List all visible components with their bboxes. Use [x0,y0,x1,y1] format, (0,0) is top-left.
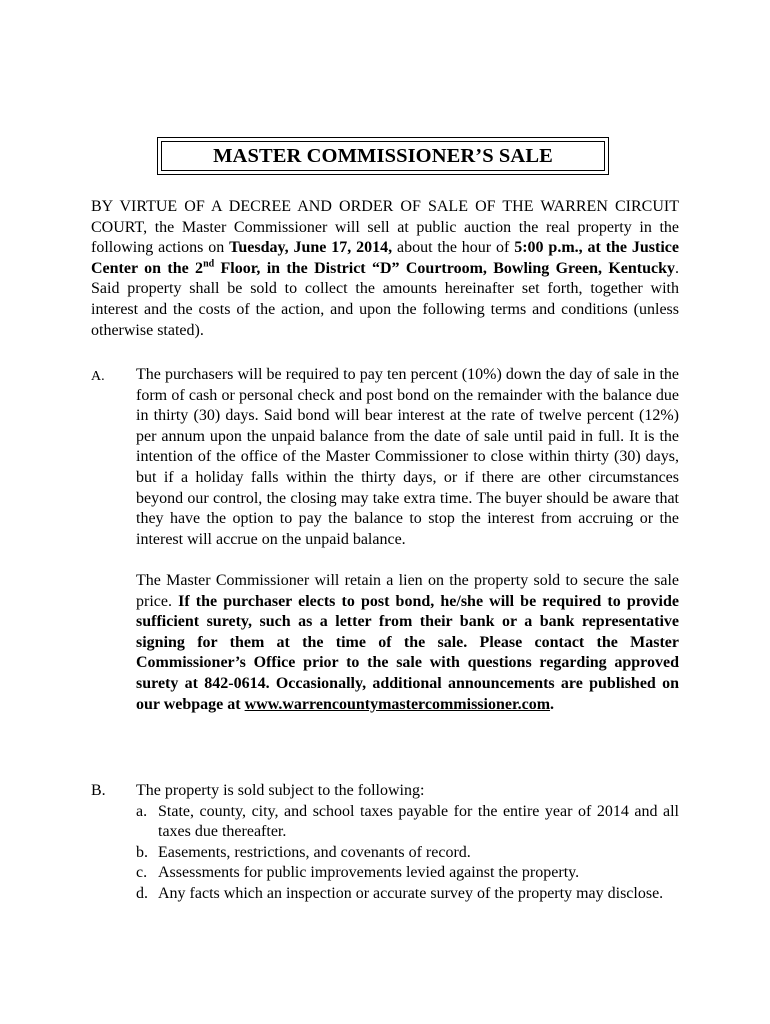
list-item [136,884,679,905]
list-item-text: Easements, restrictions, and covenants of record. [158,843,471,861]
intro-text-1: BY VIRTUE OF A DECREE AND ORDER OF SALE OF THE WARREN CIRCUIT COURT, the Master Commissioner will sell at public auction the real property in the following actions on [91,198,679,257]
list-marker: d. [136,884,148,902]
sale-date: Tuesday, June 17, 2014, [229,239,393,257]
list-item [136,802,679,843]
section-a-label: A. [91,369,105,384]
list-marker: a. [136,802,148,820]
surety-notice: If the purchaser elects to post bond, he/she will be required to provide sufficient surety, such as a letter from their bank or a bank representative signing for them at the time of the sale. Please contact the Master Commissioner’s Office prior to the sale with questions regarding approved surety at 842-0614. Occasionally, additional announcements are published on our webpage at [136,592,679,713]
ordinal-suffix: nd [203,258,215,270]
lien-text: The Master Commissioner will retain a lien on the property sold to secure the sale price. [136,571,679,610]
list-item [136,843,679,864]
list-item [136,863,679,884]
location-part-2: Floor, in the District “D” Courtroom, Bowling Green, Kentucky [214,259,675,277]
section-a [136,365,679,715]
section-b [136,781,679,905]
section-b-intro: The property is sold subject to the following: [136,782,425,799]
page-title: MASTER COMMISSIONER’S SALE [161,141,605,171]
list-marker: b. [136,843,148,861]
list-item-text: State, county, city, and school taxes payable for the entire year of 2014 and all taxes due thereafter. [158,802,679,841]
section-a-paragraph-1: The purchasers will be required to pay ten percent (10%) down the day of sale in the form of cash or personal check and post bond on the remainder with the balance due in thirty (30) days. Said bond will bear interest at the rate of twelve percent (12%) per annum upon the unpaid balance from the date of sale until paid in full. It is the intention of the office of the Master Commissioner to close within thirty (30) days, but if a holiday falls within the thirty days, or if there are other circumstances beyond our control, the closing may take extra time. The buyer should be aware that they have the option to pay the balance to stop the interest from accruing or the interest will accrue on the unpaid balance. [136,366,679,548]
title-box [157,137,609,175]
section-a-paragraph-2 [136,571,679,715]
period: . [550,695,555,713]
conditions-list [136,802,679,905]
list-item-text: Assessments for public improvements levied against the property. [158,864,580,882]
intro-text-3: . Said property shall be sold to collect the amounts hereinafter set forth, together with interest and the costs of the action, and upon the following terms and conditions (unless otherwise stated). [91,259,679,339]
intro-text-2: about the hour of [392,239,515,257]
section-b-label: B. [91,782,106,799]
location-part-1: 5:00 p.m., at the Justice Center on the 2 [91,239,680,277]
intro-paragraph [91,197,679,341]
webpage-link[interactable]: www.warrencountymastercommissioner.com [244,695,551,713]
list-marker: c. [136,864,148,882]
list-item-text: Any facts which an inspection or accurate survey of the property may disclose. [158,884,664,902]
